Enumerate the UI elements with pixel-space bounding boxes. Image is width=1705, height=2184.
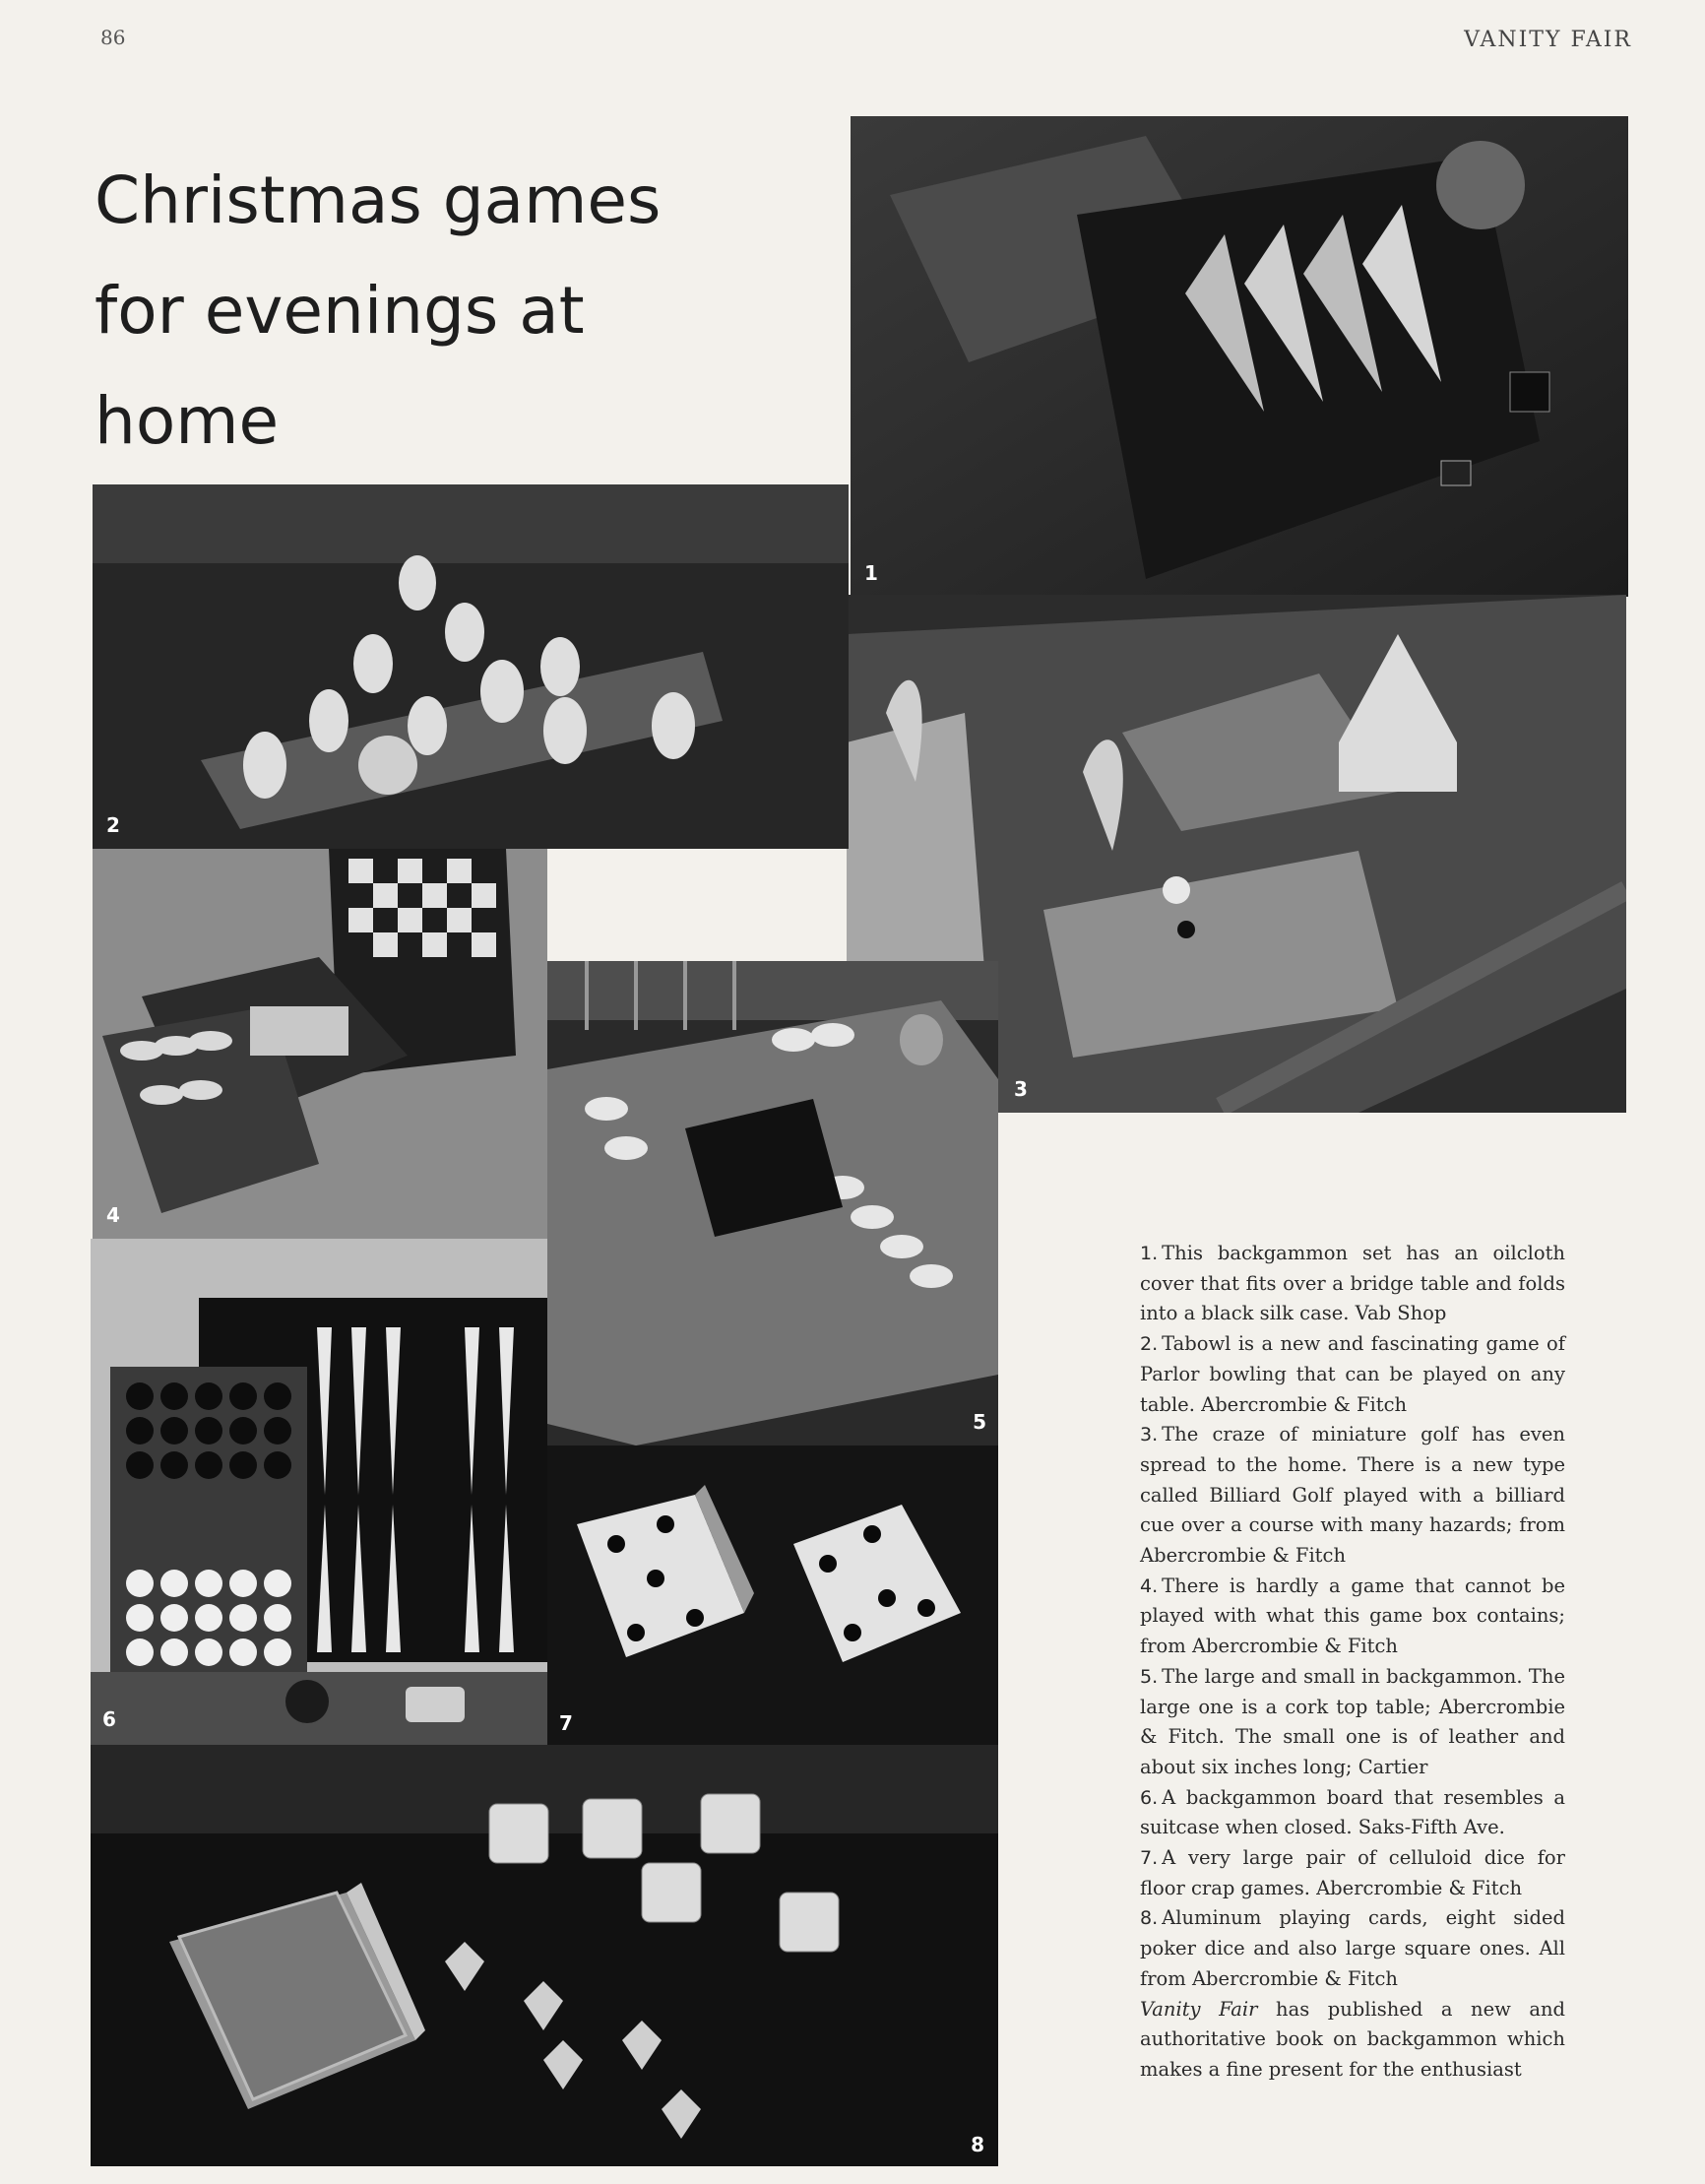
photo-1-backgammon-oilcloth xyxy=(851,116,1628,597)
caption-5 xyxy=(1140,1662,1565,1783)
caption-number: 1. xyxy=(1140,1243,1159,1264)
closing-italic: Vanity Fair xyxy=(1140,1997,1258,2021)
caption-1 xyxy=(1140,1239,1565,1329)
closing-note xyxy=(1140,1995,1565,2086)
caption-4 xyxy=(1140,1572,1565,1662)
caption-number: 7. xyxy=(1140,1847,1159,1870)
caption-number: 8. xyxy=(1140,1907,1159,1930)
headline xyxy=(95,146,784,477)
photo-number: 6 xyxy=(102,1707,116,1731)
photo-number: 5 xyxy=(973,1410,986,1434)
photo-6-backgammon-suitcase xyxy=(91,1239,547,1745)
photo-8-cards-poker-dice xyxy=(91,1745,998,2166)
caption-text: The craze of miniature golf has even spread to the home. There is a new type called Billiard Golf played with a billiard cue over a course with many hazards; from Abercrombie & Fitch xyxy=(1140,1423,1565,1568)
headline-line-2: for evenings at home xyxy=(95,273,585,459)
caption-8 xyxy=(1140,1903,1565,1994)
caption-7 xyxy=(1140,1843,1565,1903)
magazine-name: VANITY FAIR xyxy=(1464,28,1632,52)
caption-6 xyxy=(1140,1783,1565,1843)
caption-number: 5. xyxy=(1140,1665,1159,1688)
photo-number: 3 xyxy=(1014,1077,1028,1101)
page-number: 86 xyxy=(100,26,126,49)
photo-2-tabowl-bowling xyxy=(93,484,849,849)
caption-text: This backgammon set has an oilcloth cover that fits over a bridge table and folds into a black silk case. Vab Shop xyxy=(1140,1242,1565,1325)
photo-7-large-dice xyxy=(547,1445,998,1745)
photo-5-backgammon-large-small xyxy=(547,961,998,1445)
captions-column xyxy=(1140,1239,1565,2086)
caption-number: 2. xyxy=(1140,1333,1159,1356)
caption-number: 6. xyxy=(1140,1786,1159,1809)
headline-line-1: Christmas games xyxy=(95,162,662,238)
photo-number: 4 xyxy=(106,1203,120,1227)
caption-number: 3. xyxy=(1140,1424,1159,1446)
caption-text: A very large pair of celluloid dice for floor crap games. Abercrombie & Fitch xyxy=(1140,1846,1565,1899)
photo-4-game-box xyxy=(93,849,547,1239)
caption-text: There is hardly a game that cannot be played with what this game box contains; from Abercrombie & Fitch xyxy=(1140,1574,1565,1658)
caption-text: Tabowl is a new and fascinating game of Parlor bowling that can be played on any table. Abercrombie & Fitch xyxy=(1140,1332,1565,1416)
photo-number: 1 xyxy=(864,561,878,585)
caption-text: The large and small in backgammon. The large one is a cork top table; Abercrombie & Fitch. The small one is of leather and about six inches long; Cartier xyxy=(1140,1664,1565,1778)
caption-2 xyxy=(1140,1329,1565,1420)
caption-text: A backgammon board that resembles a suitcase when closed. Saks-Fifth Ave. xyxy=(1140,1785,1565,1839)
photo-number: 8 xyxy=(971,2133,984,2156)
caption-3 xyxy=(1140,1420,1565,1572)
closing-text: has published a new and authoritative book on backgammon which makes a fine present for the enthusiast xyxy=(1140,1997,1566,2081)
caption-text: Aluminum playing cards, eight sided poker dice and also large square ones. All from Abercrombie & Fitch xyxy=(1140,1906,1565,1990)
photo-number: 7 xyxy=(559,1711,573,1735)
photo-number: 2 xyxy=(106,813,120,837)
caption-number: 4. xyxy=(1140,1574,1159,1597)
